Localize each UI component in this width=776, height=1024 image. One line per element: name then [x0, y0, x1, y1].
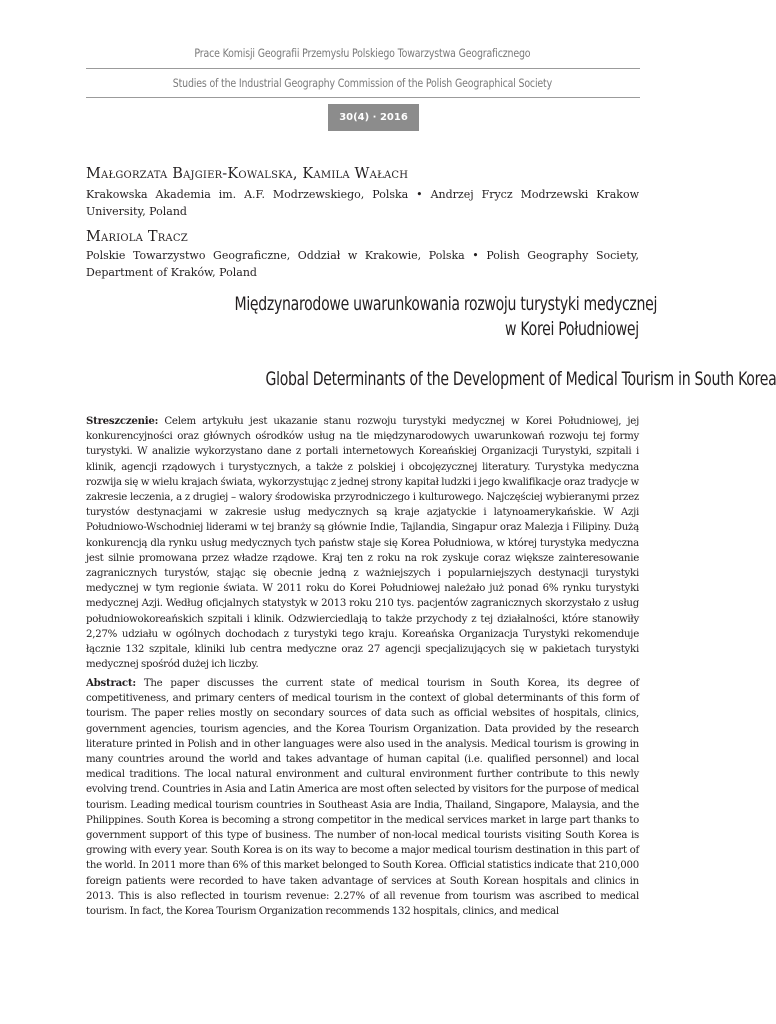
author-affiliation-first: Krakowska Akademia im. A.F. Modrzewskiego, Polska • Andrzej Frycz Modrzewski Krakow University, Poland: [86, 188, 639, 218]
title-polish-line1: [86, 293, 658, 315]
title-english: [86, 368, 776, 390]
journal-title-polish: Prace Komisji Geografii Przemysłu Polskiego Towarzystwa Geograficznego: [194, 46, 531, 60]
title-english-text: Global Determinants of the Development of Medical Tourism in South Korea: [265, 368, 776, 390]
author-names-first: Małgorzata Bajgier-Kowalska, Kamila Wałach: [86, 166, 409, 182]
abstract-text: The paper discusses the current state of medical tourism in South Korea, its degree of competitiveness, and primary centers of medical tourism in the context of global determinants of this form of tourism. The paper relies mostly on secondary sources of data such as official websites of hospitals, clinics, government agencies, tourism agencies, and the Korea Tourism Organization. Data provided by the research literature printed in Polish and in other languages were also used in the analysis. Medical tourism is growing in many countries around the world and takes advantage of human capital (i.e. qualified personnel) and local medical traditions. The local natural environment and cultural environment further contribute to this newly evolving trend. Countries in Asia and Latin America are most often selected by visitors for the purpose of medical tourism. Leading medical tourism countries in Southeast Asia are India, Thailand, Singapore, Malaysia, and the Philippines. South Korea is becoming a strong competitor in the medical services market in large part thanks to government support of this type of business. The number of non-local medical tourists visiting South Korea is growing with every year. South Korea is on its way to become a major medical tourism destination in this part of the world. In 2011 more than 6% of this market belonged to South Korea. Official statistics indicate that 210,000 foreign patients were recorded to have taken advantage of services at South Korean hospitals and clinics in 2013. This is also reflected in tourism revenue: 2.27% of all revenue from tourism was ascribed to medical tourism. In fact, the Korea Tourism Organization recommends 132 hospitals, clinics, and medical: [86, 678, 639, 918]
streszczenie-text: Celem artykułu jest ukazanie stanu rozwoju turystyki medycznej w Korei Południowej, jej konkurencyjności oraz głównych ośrodków usług na tle międzynarodowych uwarunkowań rozwoju tej formy turystyki. W analizie wykorzystano dane z portali internetowych Koreańskiej Organizacji Turystyki, szpitali i klinik, agencji rządowych i turystycznych, a także z polskiej i obcojęzycznej literatury. Turystyka medyczna rozwija się w wielu krajach świata, wykorzystując z jednej strony kapitał ludzki i jego kwalifikacje oraz tradycje w zakresie leczenia, a z drugiej – walory środowiska przyrodniczego i kulturowego. Najczęściej wybieranymi przez turystów destynacjami w zakresie usług medycznych są kraje azjatyckie i latynoamerykańskie. W Azji Południowo-Wschodniej liderami w tej branży są głównie Indie, Tajlandia, Singapur oraz Malezja i Filipiny. Dużą konkurencją dla rynku usług medycznych tych państw staje się Korea Południowa, w której turystyka medyczna jest silnie promowana przez władze rządowe. Kraj ten z roku na rok zyskuje coraz większe zainteresowanie zagranicznych turystów, stając się obecnie jedną z ważniejszych i popularniejszych destynacji turystyki medycznej w tym regionie świata. W 2011 roku do Korei Południowej należało już ponad 6% rynku turystyki medycznej Azji. Według oficjalnych statystyk w 2013 roku 210 tys. pacjentów zagranicznych skorzystało z usług południowokoreańskich szpitali i klinik. Odzwierciedlają to także przychody z tej działalności, które stanowiły 2,27% udziału w ogólnych dochodach z turystyki tego kraju. Koreańska Organizacja Turystyki rekomenduje łącznie 132 szpitale, kliniki lub centra medyczne oraz 27 agencji specjalizujących się w pakietach turystyki medycznej spośród dużej ich liczby.: [86, 416, 639, 671]
title-polish-line2-text: w Korei Południowej: [505, 318, 639, 340]
abstract-block: [86, 676, 639, 919]
author-names-second: Mariola Tracz: [86, 229, 188, 245]
issue-badge: 30(4) · 2016: [328, 104, 419, 131]
streszczenie-label: Streszczenie:: [86, 415, 159, 427]
author-affiliation-second: Polskie Towarzystwo Geograficzne, Oddział w Krakowie, Polska • Polish Geography Society, Department of Kraków, Poland: [86, 249, 639, 279]
journal-title-english: Studies of the Industrial Geography Commission of the Polish Geographical Society: [172, 76, 553, 90]
streszczenie-block: [86, 414, 639, 672]
header-divider: [86, 68, 640, 69]
title-polish-line2: [86, 318, 639, 340]
abstract-label: Abstract:: [86, 677, 136, 689]
title-polish-line1-text: Międzynarodowe uwarunkowania rozwoju turystyki medycznej: [234, 293, 658, 315]
header-divider-bottom: [86, 97, 640, 98]
